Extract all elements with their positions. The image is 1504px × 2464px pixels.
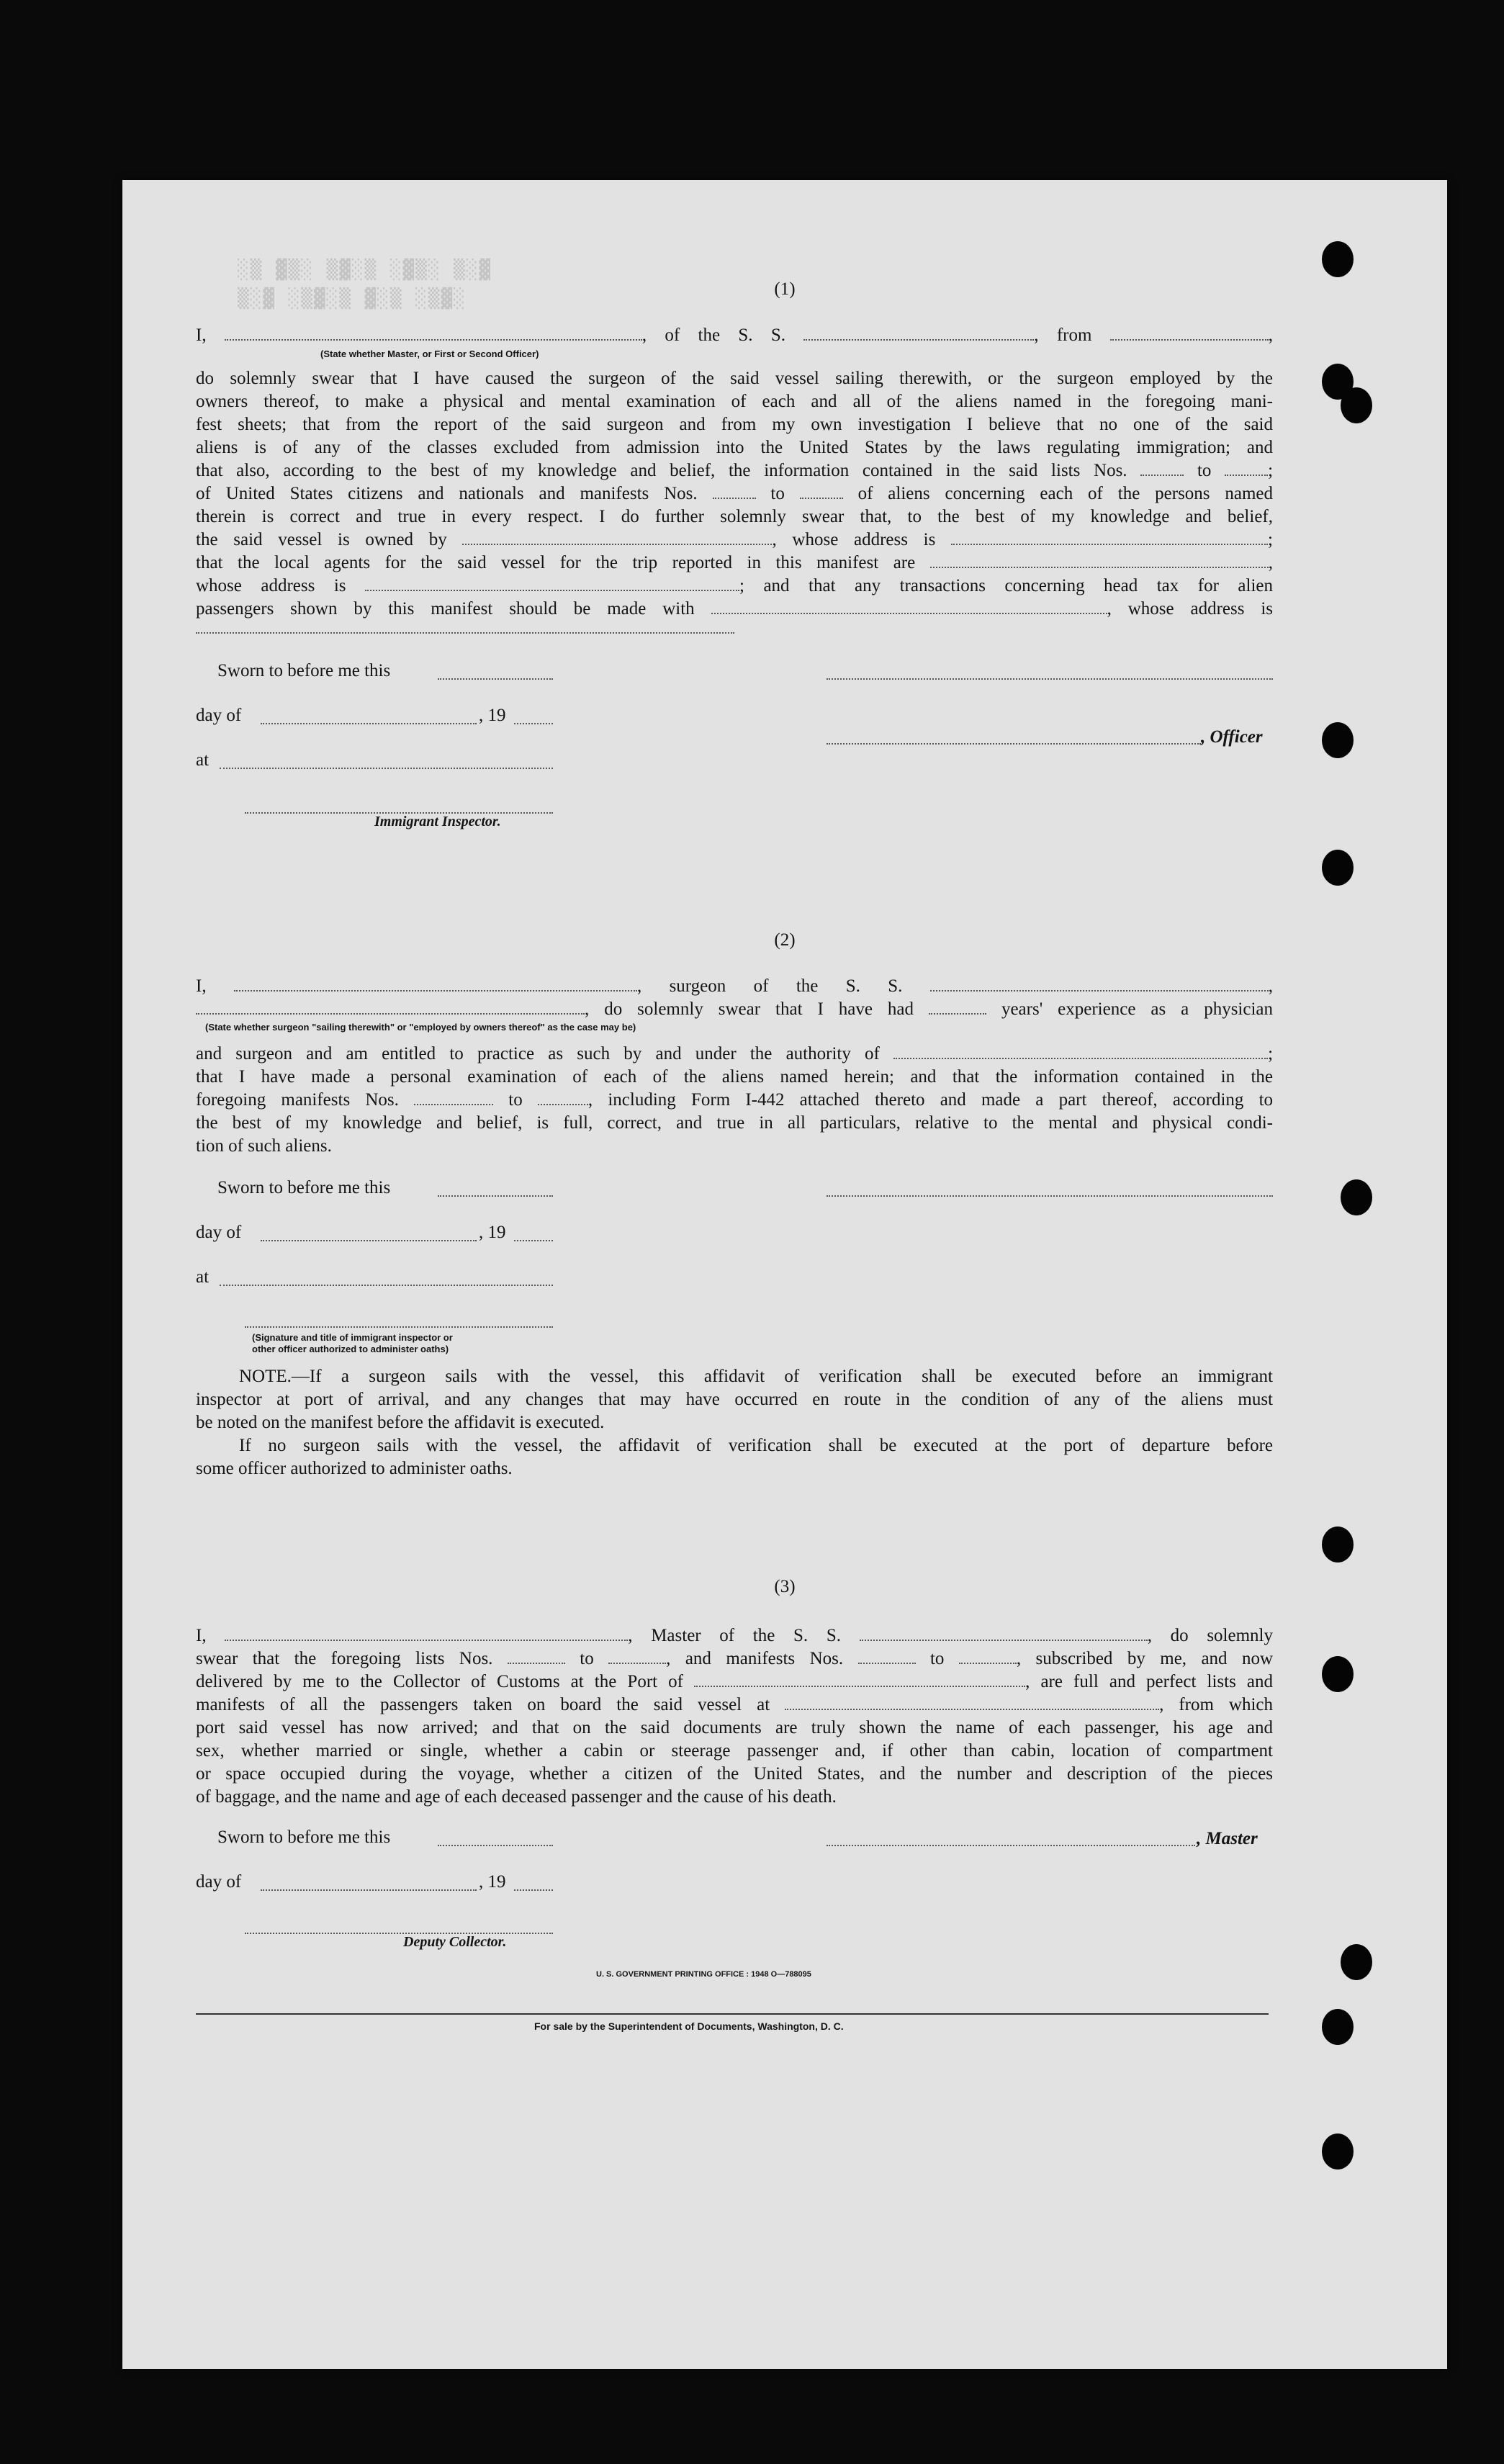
section-2-number: (2) [774, 930, 796, 950]
section-1-line-4: owners thereof, to make a physical and mental examination of each and all of the aliens named in the foregoing mani- [196, 392, 1273, 411]
note-line-2: inspector at port of arrival, and any changes that may have occurred en route in the condition of any of the aliens must [196, 1390, 1273, 1409]
lists-from-field[interactable] [1140, 460, 1184, 476]
section-3-line-3: delivered by me to the Collector of Customs at the Port of , are full and perfect lists and [196, 1672, 1274, 1691]
signature-note-line-1: (Signature and title of immigrant inspector or [252, 1332, 453, 1343]
at-field-2[interactable] [220, 1283, 553, 1286]
sworn-label-1: Sworn to before me this [217, 661, 391, 680]
year-label-2: , 19 [479, 1223, 506, 1242]
section-3-line-2: swear that the foregoing lists Nos. to , and manifests Nos. to , subscribed by me, and now [196, 1649, 1274, 1668]
officer-label: , Officer [1201, 727, 1263, 747]
surgeon-status-note: (State whether surgeon "sailing therewith" or "employed by owners thereof" as the case may be) [205, 1022, 636, 1033]
section-3-line-4: manifests of all the passengers taken on board the said vessel at , from which [196, 1695, 1273, 1714]
section-2-line-1: I, , surgeon of the S. S. , [196, 976, 1274, 996]
master-lists-from-field[interactable] [508, 1648, 565, 1664]
lists-to-field[interactable] [1225, 460, 1268, 476]
punch-hole [1322, 241, 1354, 277]
vessel-field[interactable] [803, 325, 1034, 341]
section-1-line-5: fest sheets; that from the report of the said surgeon and from my own investigation I believe that no one of the said [196, 415, 1273, 434]
from-field[interactable] [1110, 325, 1269, 341]
day-label-3: day of [196, 1872, 242, 1892]
authority-field[interactable] [893, 1043, 1268, 1059]
sworn-date-field-3[interactable] [438, 1843, 553, 1846]
section-3-line-6: sex, whether married or single, whether a cabin or steerage passenger and, if other than cabin, location of compartment [196, 1741, 1273, 1761]
owner-address-field[interactable] [951, 529, 1268, 545]
note-line-3: be noted on the manifest before the affidavit is executed. [196, 1413, 605, 1432]
note-line-4: If no surgeon sails with the vessel, the affidavit of verification shall be executed at the port of departure before [239, 1436, 1273, 1455]
signature-note-line-2: other officer authorized to administer oaths) [252, 1344, 449, 1354]
section-2-line-7: tion of such aliens. [196, 1136, 332, 1156]
signature-field-2[interactable] [827, 1194, 1273, 1197]
bleed-through-text: ░▒ ▓▒░ ▒▓░▒ ░▓▒░ ▒░▓ [238, 259, 492, 281]
sworn-date-field-1[interactable] [438, 677, 553, 680]
day-label-2: day of [196, 1223, 242, 1242]
sworn-label-2: Sworn to before me this [217, 1178, 391, 1197]
punch-hole [1341, 387, 1372, 423]
note-line-5: some officer authorized to administer oaths. [196, 1459, 513, 1478]
day-field-3[interactable] [261, 1888, 477, 1891]
punch-hole [1322, 850, 1354, 886]
master-signature-field[interactable] [827, 1843, 1195, 1846]
day-field-2[interactable] [261, 1238, 477, 1241]
surgeon-status-field[interactable] [196, 999, 585, 1015]
section-1-number: (1) [774, 279, 796, 299]
master-lists-to-field[interactable] [608, 1648, 666, 1664]
head-tax-address-field[interactable] [196, 631, 734, 634]
printing-office-imprint: U. S. GOVERNMENT PRINTING OFFICE : 1948 O—788095 [596, 1970, 811, 1979]
master-name-field[interactable] [225, 1625, 628, 1641]
at-label-2: at [196, 1267, 210, 1287]
section-1-line-12: whose address is ; and that any transactions concerning head tax for alien [196, 576, 1273, 595]
collector-signature-field[interactable] [245, 1931, 553, 1934]
year-label-1: , 19 [479, 706, 506, 725]
footer-rule [196, 2013, 1269, 2015]
punch-hole [1322, 2133, 1354, 2170]
punch-hole [1341, 1179, 1372, 1215]
officer-field[interactable] [827, 742, 1201, 745]
section-2-line-4: that I have made a personal examination of each of the aliens named herein; and that the information contained in the [196, 1067, 1273, 1087]
manifests-from-field[interactable] [713, 483, 756, 499]
section-1-line-9: therein is correct and true in every respect. I do further solemnly swear that, to the best of my knowledge and belief, [196, 507, 1273, 526]
punch-hole [1322, 1656, 1354, 1692]
master-manifests-from-field[interactable] [858, 1648, 916, 1664]
inspector-label: Immigrant Inspector. [374, 814, 501, 829]
punch-hole [1322, 722, 1354, 758]
section-1-line-10: the said vessel is owned by , whose address is ; [196, 530, 1273, 549]
rank-note: (State whether Master, or First or Second Officer) [320, 349, 539, 359]
punch-hole [1322, 2009, 1354, 2045]
authorized-officer-signature-field[interactable] [245, 1325, 553, 1328]
master-manifests-to-field[interactable] [959, 1648, 1017, 1664]
section-1-line-6: aliens is of any of the classes excluded from admission into the United States by the laws regulating immigration; and [196, 438, 1273, 457]
sale-notice: For sale by the Superintendent of Documents, Washington, D. C. [534, 2020, 844, 2032]
master-label: , Master [1197, 1829, 1258, 1848]
punch-hole [1341, 1944, 1372, 1980]
manifests-to-field[interactable] [800, 483, 843, 499]
section-1-line-13: passengers shown by this manifest should be made with , whose address is [196, 599, 1273, 619]
years-experience-field[interactable] [929, 999, 986, 1015]
section-3-line-5: port said vessel has now arrived; and that on the said documents are truly shown the name of each passenger, his age and [196, 1718, 1273, 1737]
section-1-line-8: of United States citizens and nationals and manifests Nos. to of aliens concerning each of the persons named [196, 484, 1274, 503]
day-field-1[interactable] [261, 721, 477, 724]
owner-field[interactable] [462, 529, 772, 545]
sworn-label-3: Sworn to before me this [217, 1827, 391, 1847]
section-3-line-7: or space occupied during the voyage, whether a citizen of the United States, and the number and description of the pieces [196, 1764, 1273, 1784]
surgeon-name-field[interactable] [234, 976, 637, 992]
section-2-line-2: , do solemnly swear that I have had years' experience as a physician [196, 998, 1273, 1021]
day-label-1: day of [196, 706, 242, 725]
section-2-line-6: the best of my knowledge and belief, is full, correct, and true in all particulars, relative to the mental and physical condi- [196, 1113, 1273, 1133]
surgeon-manifests-from-field[interactable] [414, 1089, 493, 1105]
head-tax-field[interactable] [711, 598, 1107, 614]
collector-label: Deputy Collector. [403, 1934, 507, 1950]
section-3-number: (3) [774, 1577, 796, 1596]
master-vessel-field[interactable] [860, 1625, 1148, 1641]
port-field[interactable] [694, 1671, 1025, 1687]
section-1-line-7: that also, according to the best of my knowledge and belief, the information contained in the said lists Nos. to ; [196, 461, 1274, 480]
year-field-3[interactable] [514, 1888, 553, 1891]
section-1-line-1: I, , of the S. S. , from , [196, 325, 1273, 345]
section-1-line-11: that the local agents for the said vessel for the trip reported in this manifest are , [196, 553, 1274, 572]
section-1-line-3: do solemnly swear that I have caused the surgeon of the said vessel sailing therewith, or the surgeon employed by the [196, 369, 1273, 388]
year-field-1[interactable] [514, 721, 553, 724]
signature-field-1[interactable] [827, 677, 1273, 680]
year-label-3: , 19 [479, 1872, 506, 1892]
punch-hole [1322, 1526, 1354, 1563]
year-field-2[interactable] [514, 1238, 553, 1241]
at-label-1: at [196, 750, 210, 770]
section-2-line-3: and surgeon and am entitled to practice as such by and under the authority of ; [196, 1044, 1274, 1064]
section-3-line-1: I, , Master of the S. S. , do solemnly [196, 1626, 1273, 1645]
section-2-line-5: foregoing manifests Nos. to , including Form I-442 attached thereto and made a part thereof, according to [196, 1090, 1274, 1110]
sworn-date-field-2[interactable] [438, 1194, 553, 1197]
embarkation-port-field[interactable] [785, 1694, 1159, 1710]
agents-address-field[interactable] [365, 575, 739, 591]
surgeon-manifests-to-field[interactable] [538, 1089, 588, 1105]
section-3-line-8: of baggage, and the name and age of each deceased passenger and the cause of his death. [196, 1787, 837, 1807]
note-line-1: NOTE.—If a surgeon sails with the vessel, this affidavit of verification shall be executed before an immigrant [239, 1367, 1273, 1386]
bleed-through-text: ▒░▓ ░▒▓░▒ ▓░▒ ░▒▓░ [238, 288, 467, 310]
surgeon-vessel-field[interactable] [930, 976, 1269, 992]
agents-field[interactable] [930, 552, 1269, 568]
at-field-1[interactable] [220, 766, 553, 769]
rank-field[interactable] [225, 325, 642, 341]
